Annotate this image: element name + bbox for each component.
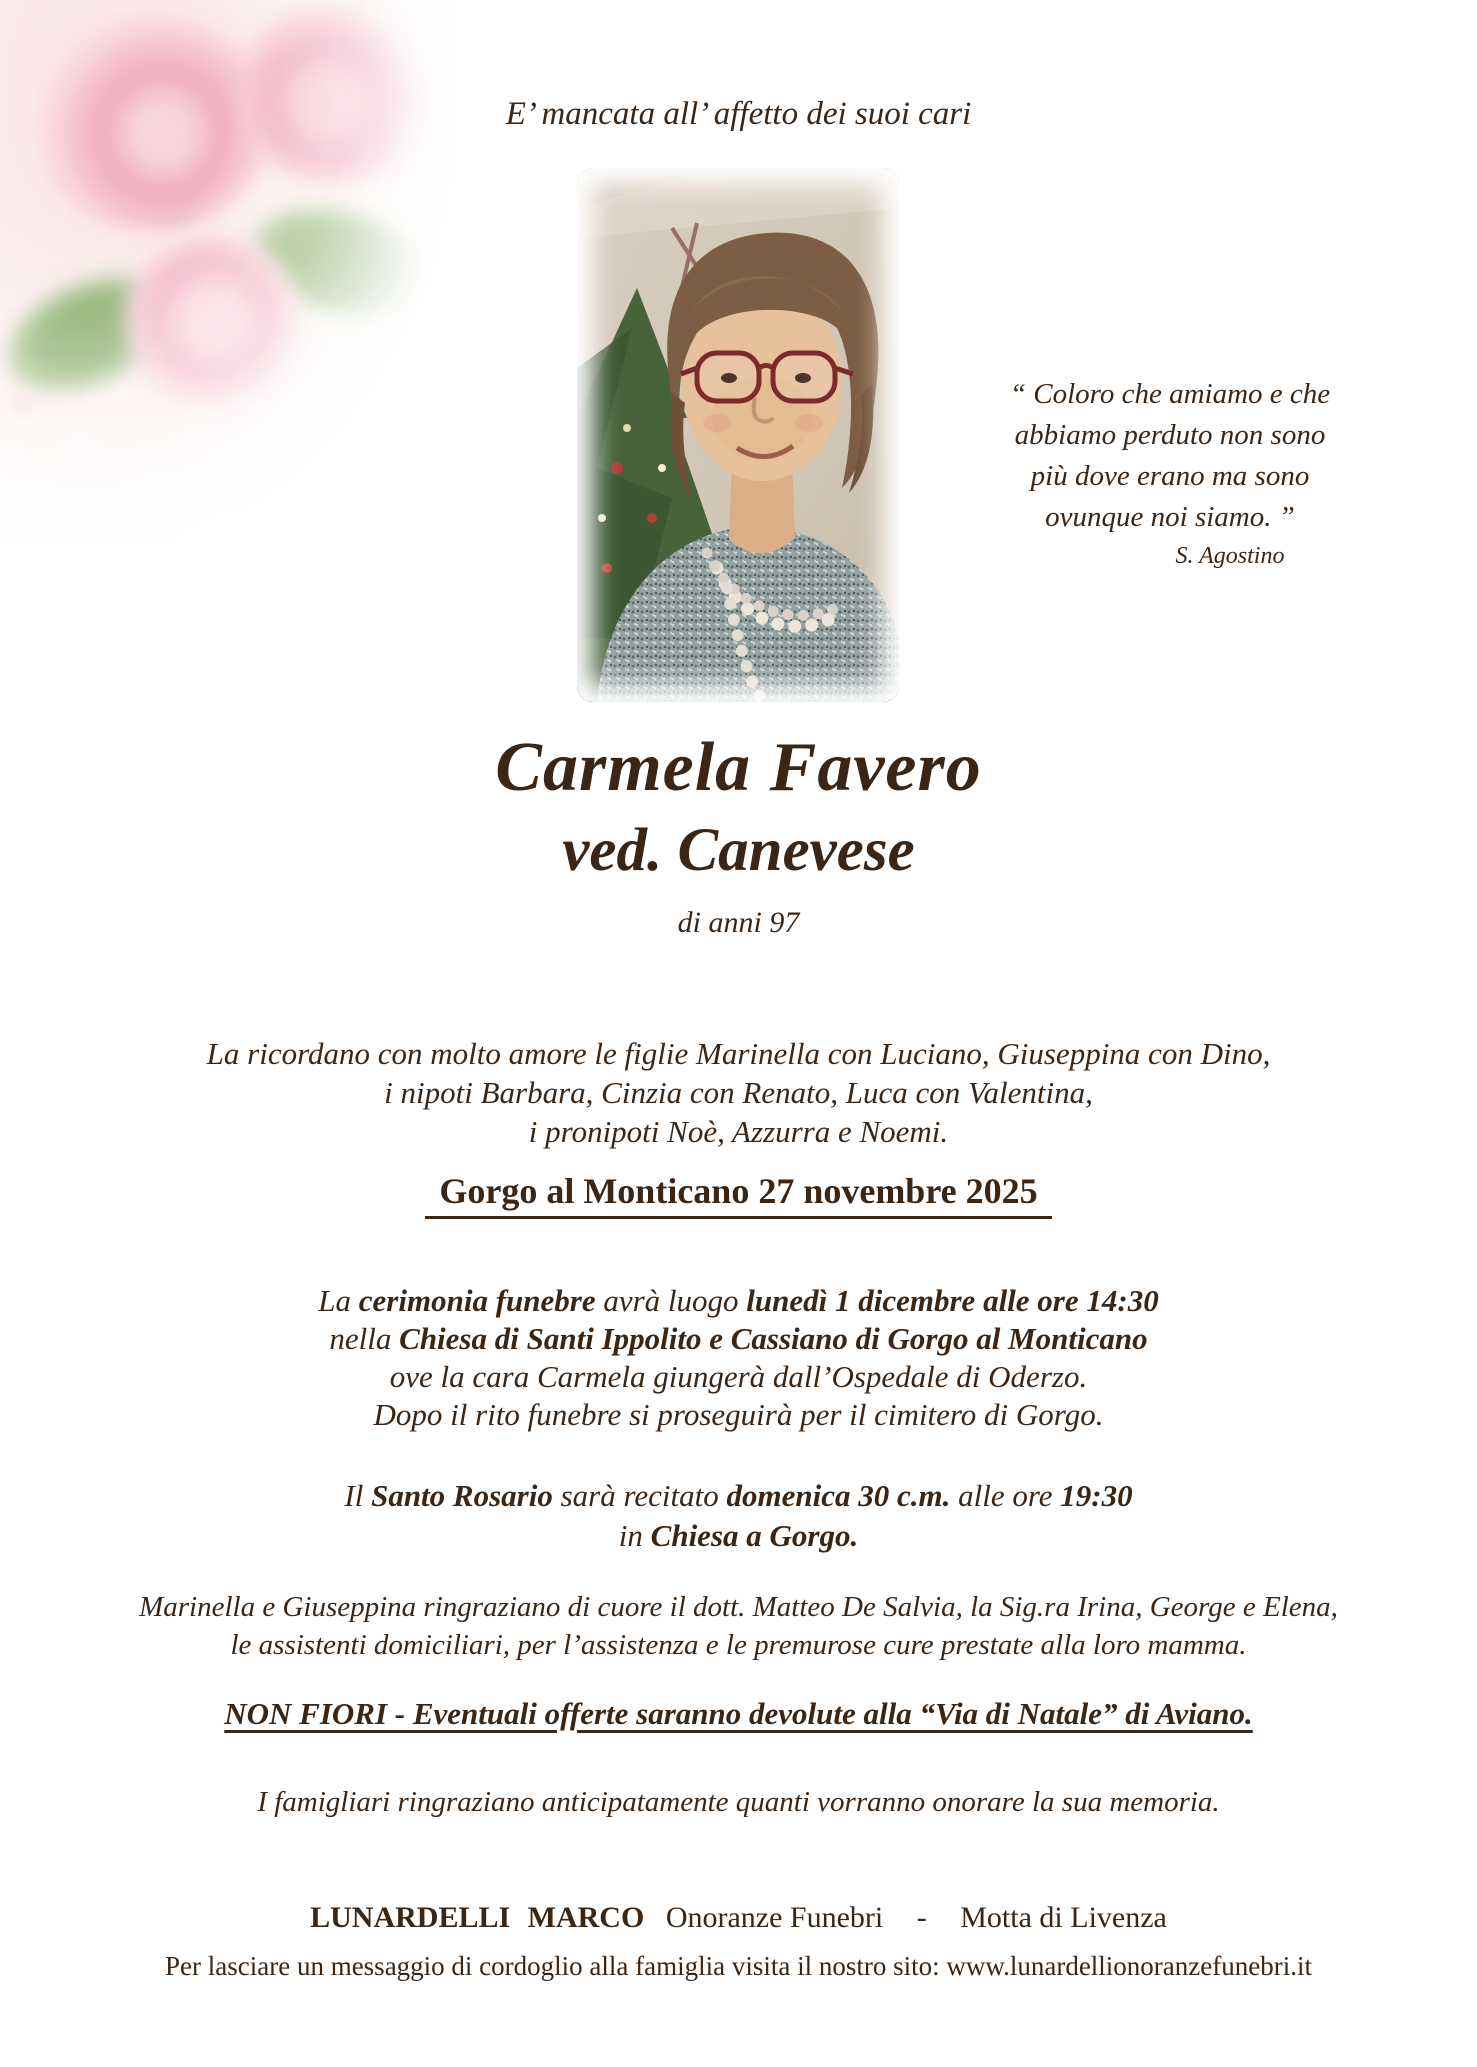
bokeh-highlight bbox=[125, 460, 155, 490]
website-line: Per lasciare un messaggio di cordoglio alla famiglia visita il nostro sito: www.lunardellionoranzefunebri.it bbox=[165, 1951, 1312, 1981]
bokeh-highlight bbox=[60, 430, 106, 476]
portrait-photo bbox=[577, 168, 899, 702]
quote-line: “ Coloro che amiamo e che bbox=[1009, 378, 1331, 410]
ceremony-line: ove la cara Carmela giungerà dall’Ospedale di Oderzo. bbox=[389, 1359, 1088, 1394]
family-line: i pronipoti Noè, Azzurra e Noemi. bbox=[528, 1114, 949, 1149]
no-flowers-notice bbox=[0, 1696, 1477, 1732]
ceremony-paragraph bbox=[0, 1282, 1477, 1434]
funeral-home-name: LUNARDELLI MARCO bbox=[310, 1901, 645, 1934]
thanks-paragraph bbox=[0, 1588, 1477, 1664]
family-paragraph bbox=[0, 1034, 1477, 1151]
footer-separator: - bbox=[916, 1901, 927, 1934]
funeral-home-line bbox=[0, 1901, 1477, 1935]
deceased-age: di anni 97 bbox=[677, 906, 800, 939]
quote-line: abbiamo perduto non sono bbox=[1014, 419, 1326, 451]
place-date-text: Gorgo al Monticano 27 novembre 2025 bbox=[425, 1170, 1051, 1219]
portrait-photo-illustration bbox=[577, 168, 899, 702]
intro-line: E’ mancata all’ affetto dei suoi cari bbox=[505, 96, 972, 132]
quote-block bbox=[990, 374, 1350, 538]
ceremony-line: La cerimonia funebre avrà luogo lunedì 1 dicembre alle ore 14:30 bbox=[318, 1283, 1159, 1318]
family-line: La ricordano con molto amore le figlie Marinella con Luciano, Giuseppina con Dino, bbox=[206, 1036, 1271, 1071]
quote-attribution: S. Agostino bbox=[1175, 543, 1285, 569]
quote-line: ovunque noi siamo. ” bbox=[1045, 501, 1295, 533]
rosary-line: in Chiesa a Gorgo. bbox=[618, 1518, 859, 1553]
ceremony-line: nella Chiesa di Santi Ippolito e Cassiano di Gorgo al Monticano bbox=[329, 1321, 1148, 1356]
place-date-heading bbox=[0, 1170, 1477, 1219]
rose-flower-shape bbox=[120, 235, 305, 420]
deceased-name: Carmela Favero bbox=[495, 729, 982, 806]
roses-decoration-image bbox=[0, 0, 450, 540]
ceremony-line: Dopo il rito funebre si proseguirà per il cimitero di Gorgo. bbox=[373, 1397, 1104, 1432]
thanks-line: Marinella e Giuseppina ringraziano di cuore il dott. Matteo De Salvia, la Sig.ra Irina, George e Elena, bbox=[139, 1591, 1338, 1623]
family-line: i nipoti Barbara, Cinzia con Renato, Luca con Valentina, bbox=[384, 1075, 1093, 1110]
rosary-paragraph bbox=[0, 1476, 1477, 1556]
funeral-home-city: Motta di Livenza bbox=[960, 1901, 1167, 1934]
memory-line: I famigliari ringraziano anticipatamente quanti vorranno onorare la sua memoria. bbox=[257, 1786, 1220, 1818]
bokeh-highlight bbox=[10, 390, 36, 416]
rosary-line: Il Santo Rosario sarà recitato domenica 30 c.m. alle ore 19:30 bbox=[344, 1478, 1133, 1513]
quote-line: più dove erano ma sono bbox=[1030, 460, 1310, 492]
deceased-widow-name: ved. Canevese bbox=[562, 817, 915, 884]
no-flowers-text: NON FIORI - Eventuali offerte saranno devolute alla “Via di Natale” di Aviano. bbox=[224, 1696, 1253, 1731]
funeral-home-services: Onoranze Funebri bbox=[665, 1901, 884, 1934]
thanks-line: le assistenti domiciliari, per l’assistenza e le premurose cure prestate alla loro mamma. bbox=[230, 1629, 1247, 1661]
rose-flower-shape bbox=[235, 0, 440, 185]
